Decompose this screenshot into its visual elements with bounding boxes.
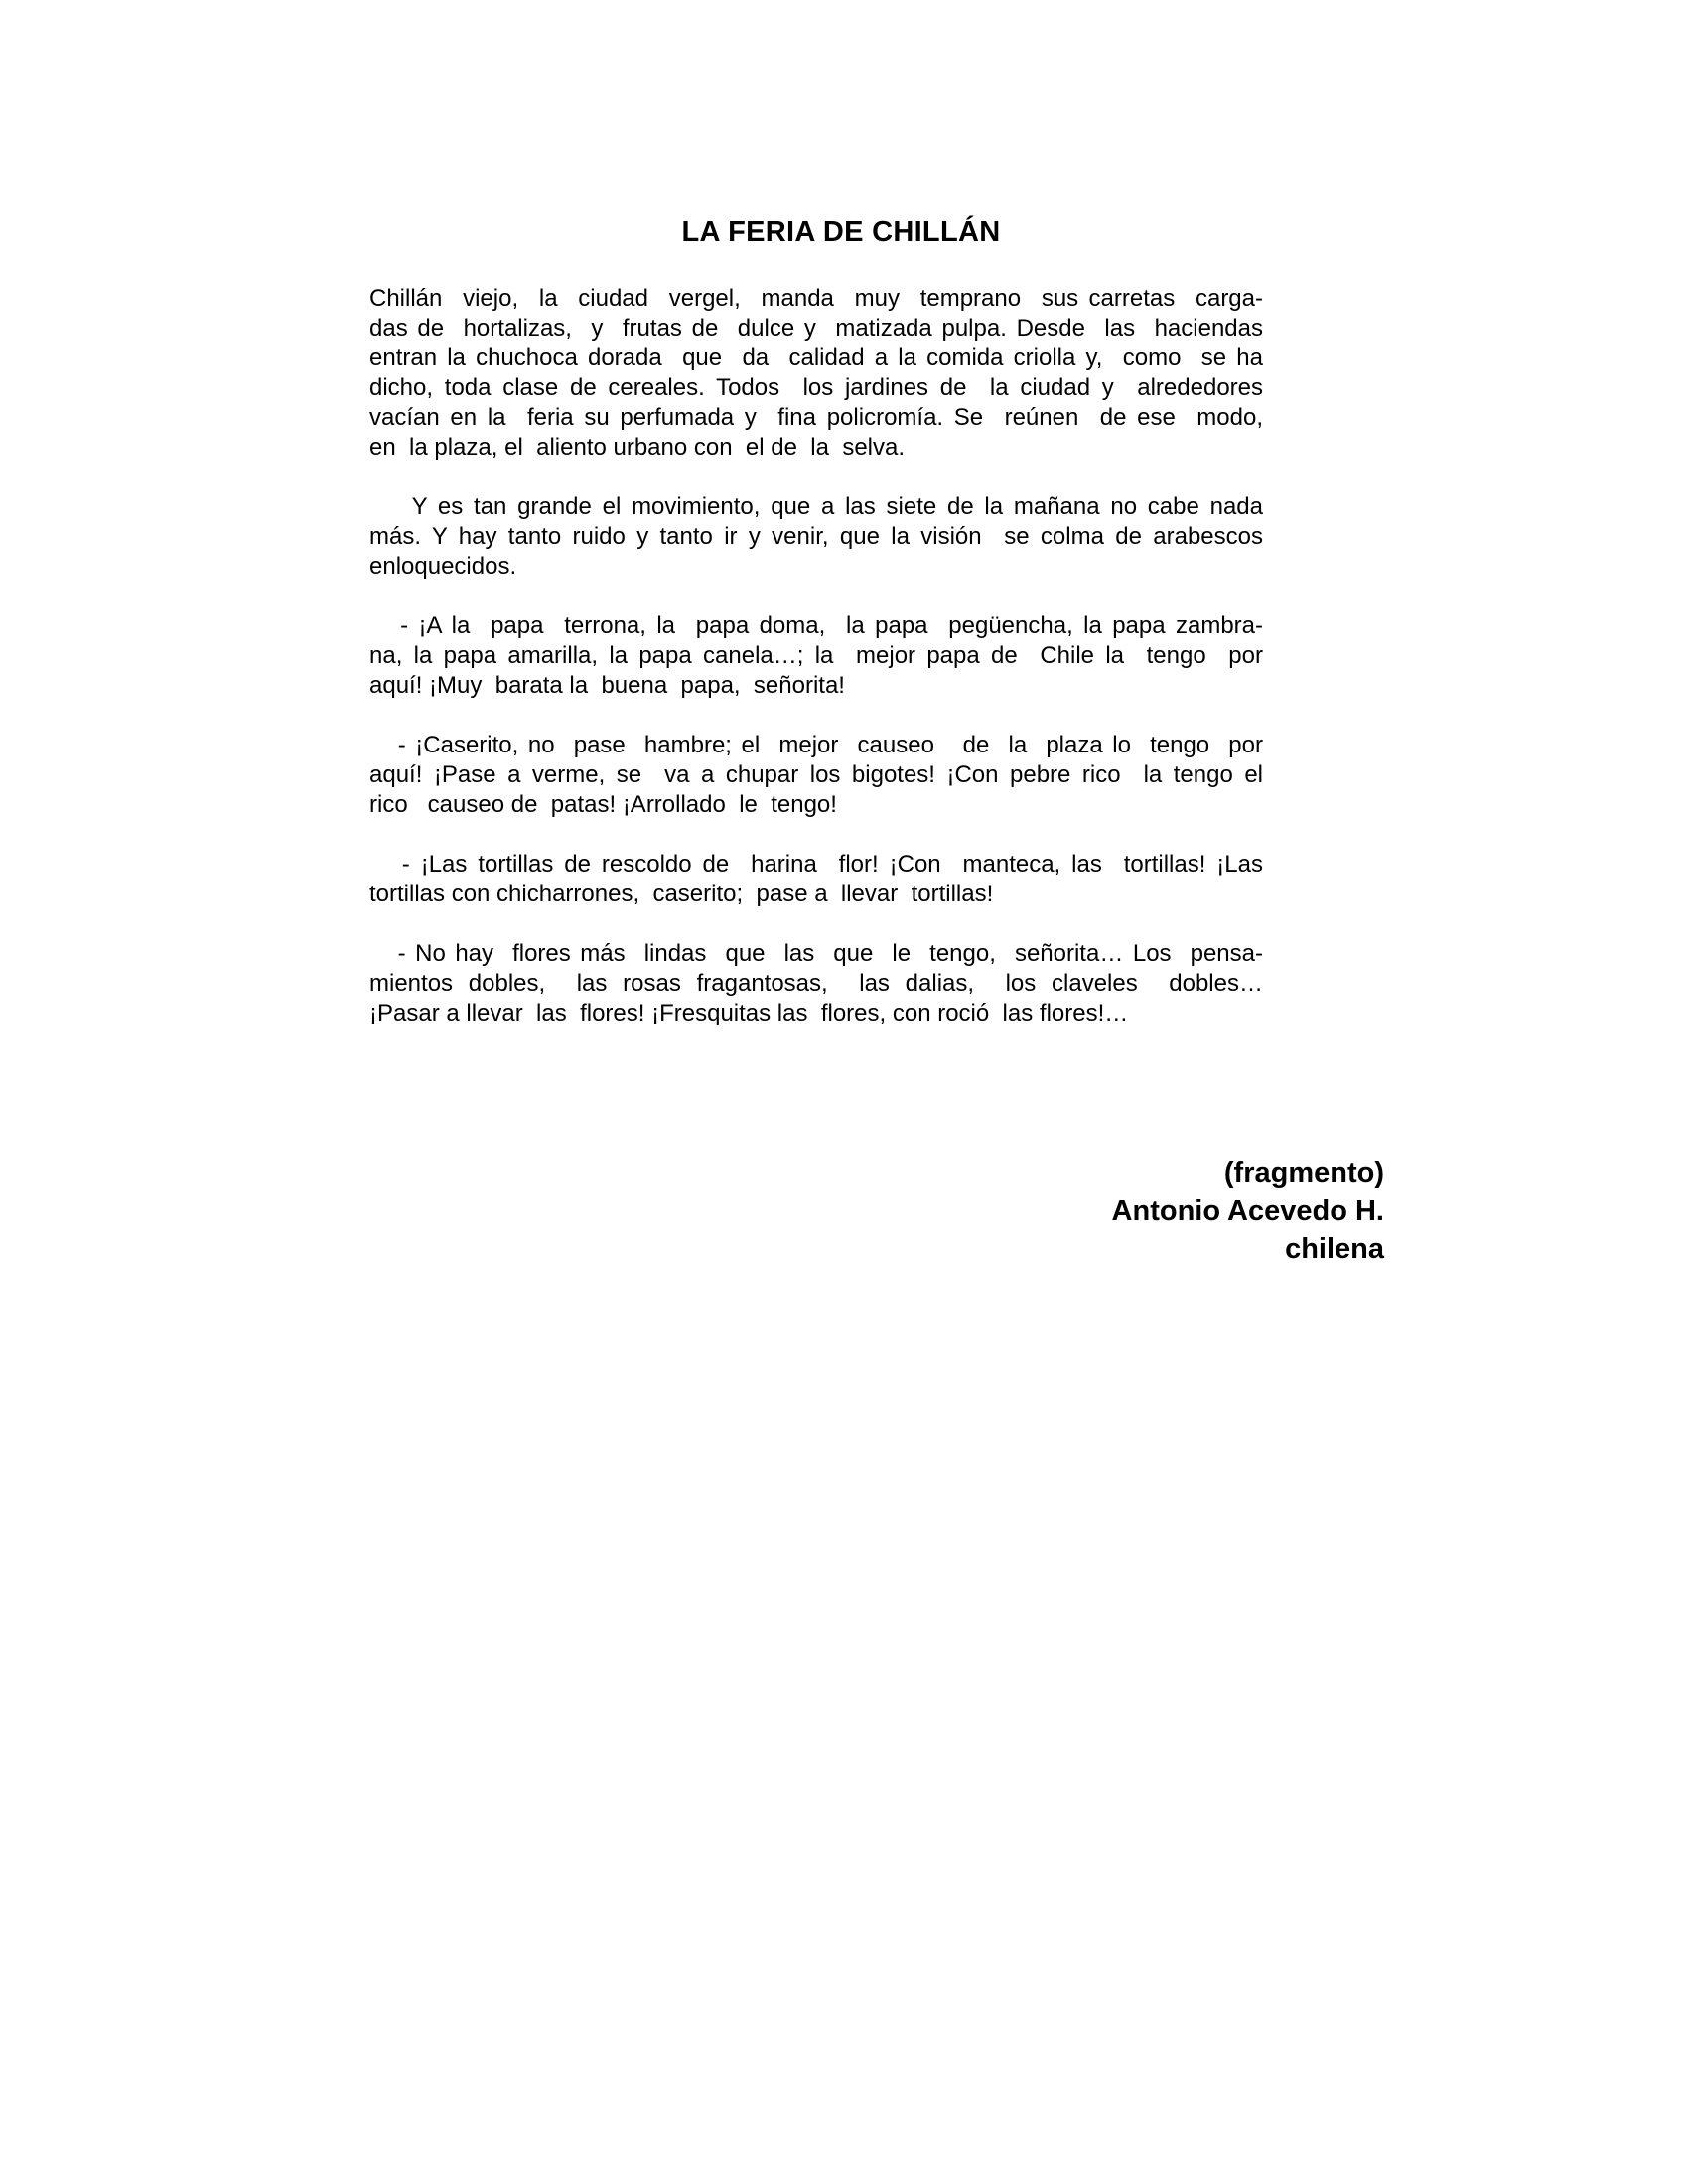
document-title: LA FERIA DE CHILLÁN [681,216,1001,248]
text-line: na, la papa amarilla, la papa canela…; la mejor papa de Chile la tengo por [369,642,1263,669]
text-line: rico causeo de patas! ¡Arrollado le tengo! [369,791,837,818]
text-line: aquí! ¡Muy barata la buena papa, señorita! [369,672,845,699]
author-name: Antonio Acevedo H. [1111,1195,1384,1227]
document-body [369,284,1263,1058]
text-line: entran la chuchoca dorada que da calidad a la comida criolla y, como se ha [369,344,1263,371]
signature-block [993,1155,1384,1268]
text-line: tortillas con chicharrones, caserito; pase a llevar tortillas! [369,881,994,907]
paragraph-5 [369,850,1263,909]
text-line: dicho, toda clase de cereales. Todos los jardines de la ciudad y alrededores [369,374,1263,401]
fragment-note: (fragmento) [1223,1158,1384,1189]
author-nationality: chilena [1285,1233,1384,1265]
paragraph-2 [369,492,1263,582]
text-line: - ¡A la papa terrona, la papa doma, la papa pegüencha, la papa zambra- [369,613,1263,639]
paragraph-4 [369,731,1263,820]
text-line: - ¡Las tortillas de rescoldo de harina flor! ¡Con manteca, las tortillas! ¡Las [369,851,1263,878]
text-line: ¡Pasar a llevar las flores! ¡Fresquitas las flores, con roció las flores!… [369,1000,1129,1026]
text-line: en la plaza, el aliento urbano con el de la selva. [369,434,906,461]
paragraph-1 [369,284,1263,463]
text-line: mientos dobles, las rosas fragantosas, las dalias, los claveles dobles… [369,970,1263,997]
text-line: das de hortalizas, y frutas de dulce y matizada pulpa. Desde las haciendas [369,315,1263,341]
text-line: Y es tan grande el movimiento, que a las siete de la mañana no cabe nada [369,493,1263,520]
text-line: más. Y hay tanto ruido y tanto ir y venir, que la visión se colma de arabescos [369,523,1263,550]
text-line: Chillán viejo, la ciudad vergel, manda muy temprano sus carretas carga- [369,285,1263,312]
paragraph-3 [369,612,1263,701]
text-line: - ¡Caserito, no pase hambre; el mejor causeo de la plaza lo tengo por [369,732,1263,758]
paragraph-6 [369,939,1263,1028]
text-line: - No hay flores más lindas que las que le tengo, señorita… Los pensa- [369,940,1263,967]
text-line: vacían en la feria su perfumada y fina policromía. Se reúnen de ese modo, [369,404,1263,431]
text-line: aquí! ¡Pase a verme, se va a chupar los bigotes! ¡Con pebre rico la tengo el [369,761,1263,788]
text-line: enloquecidos. [369,553,517,580]
